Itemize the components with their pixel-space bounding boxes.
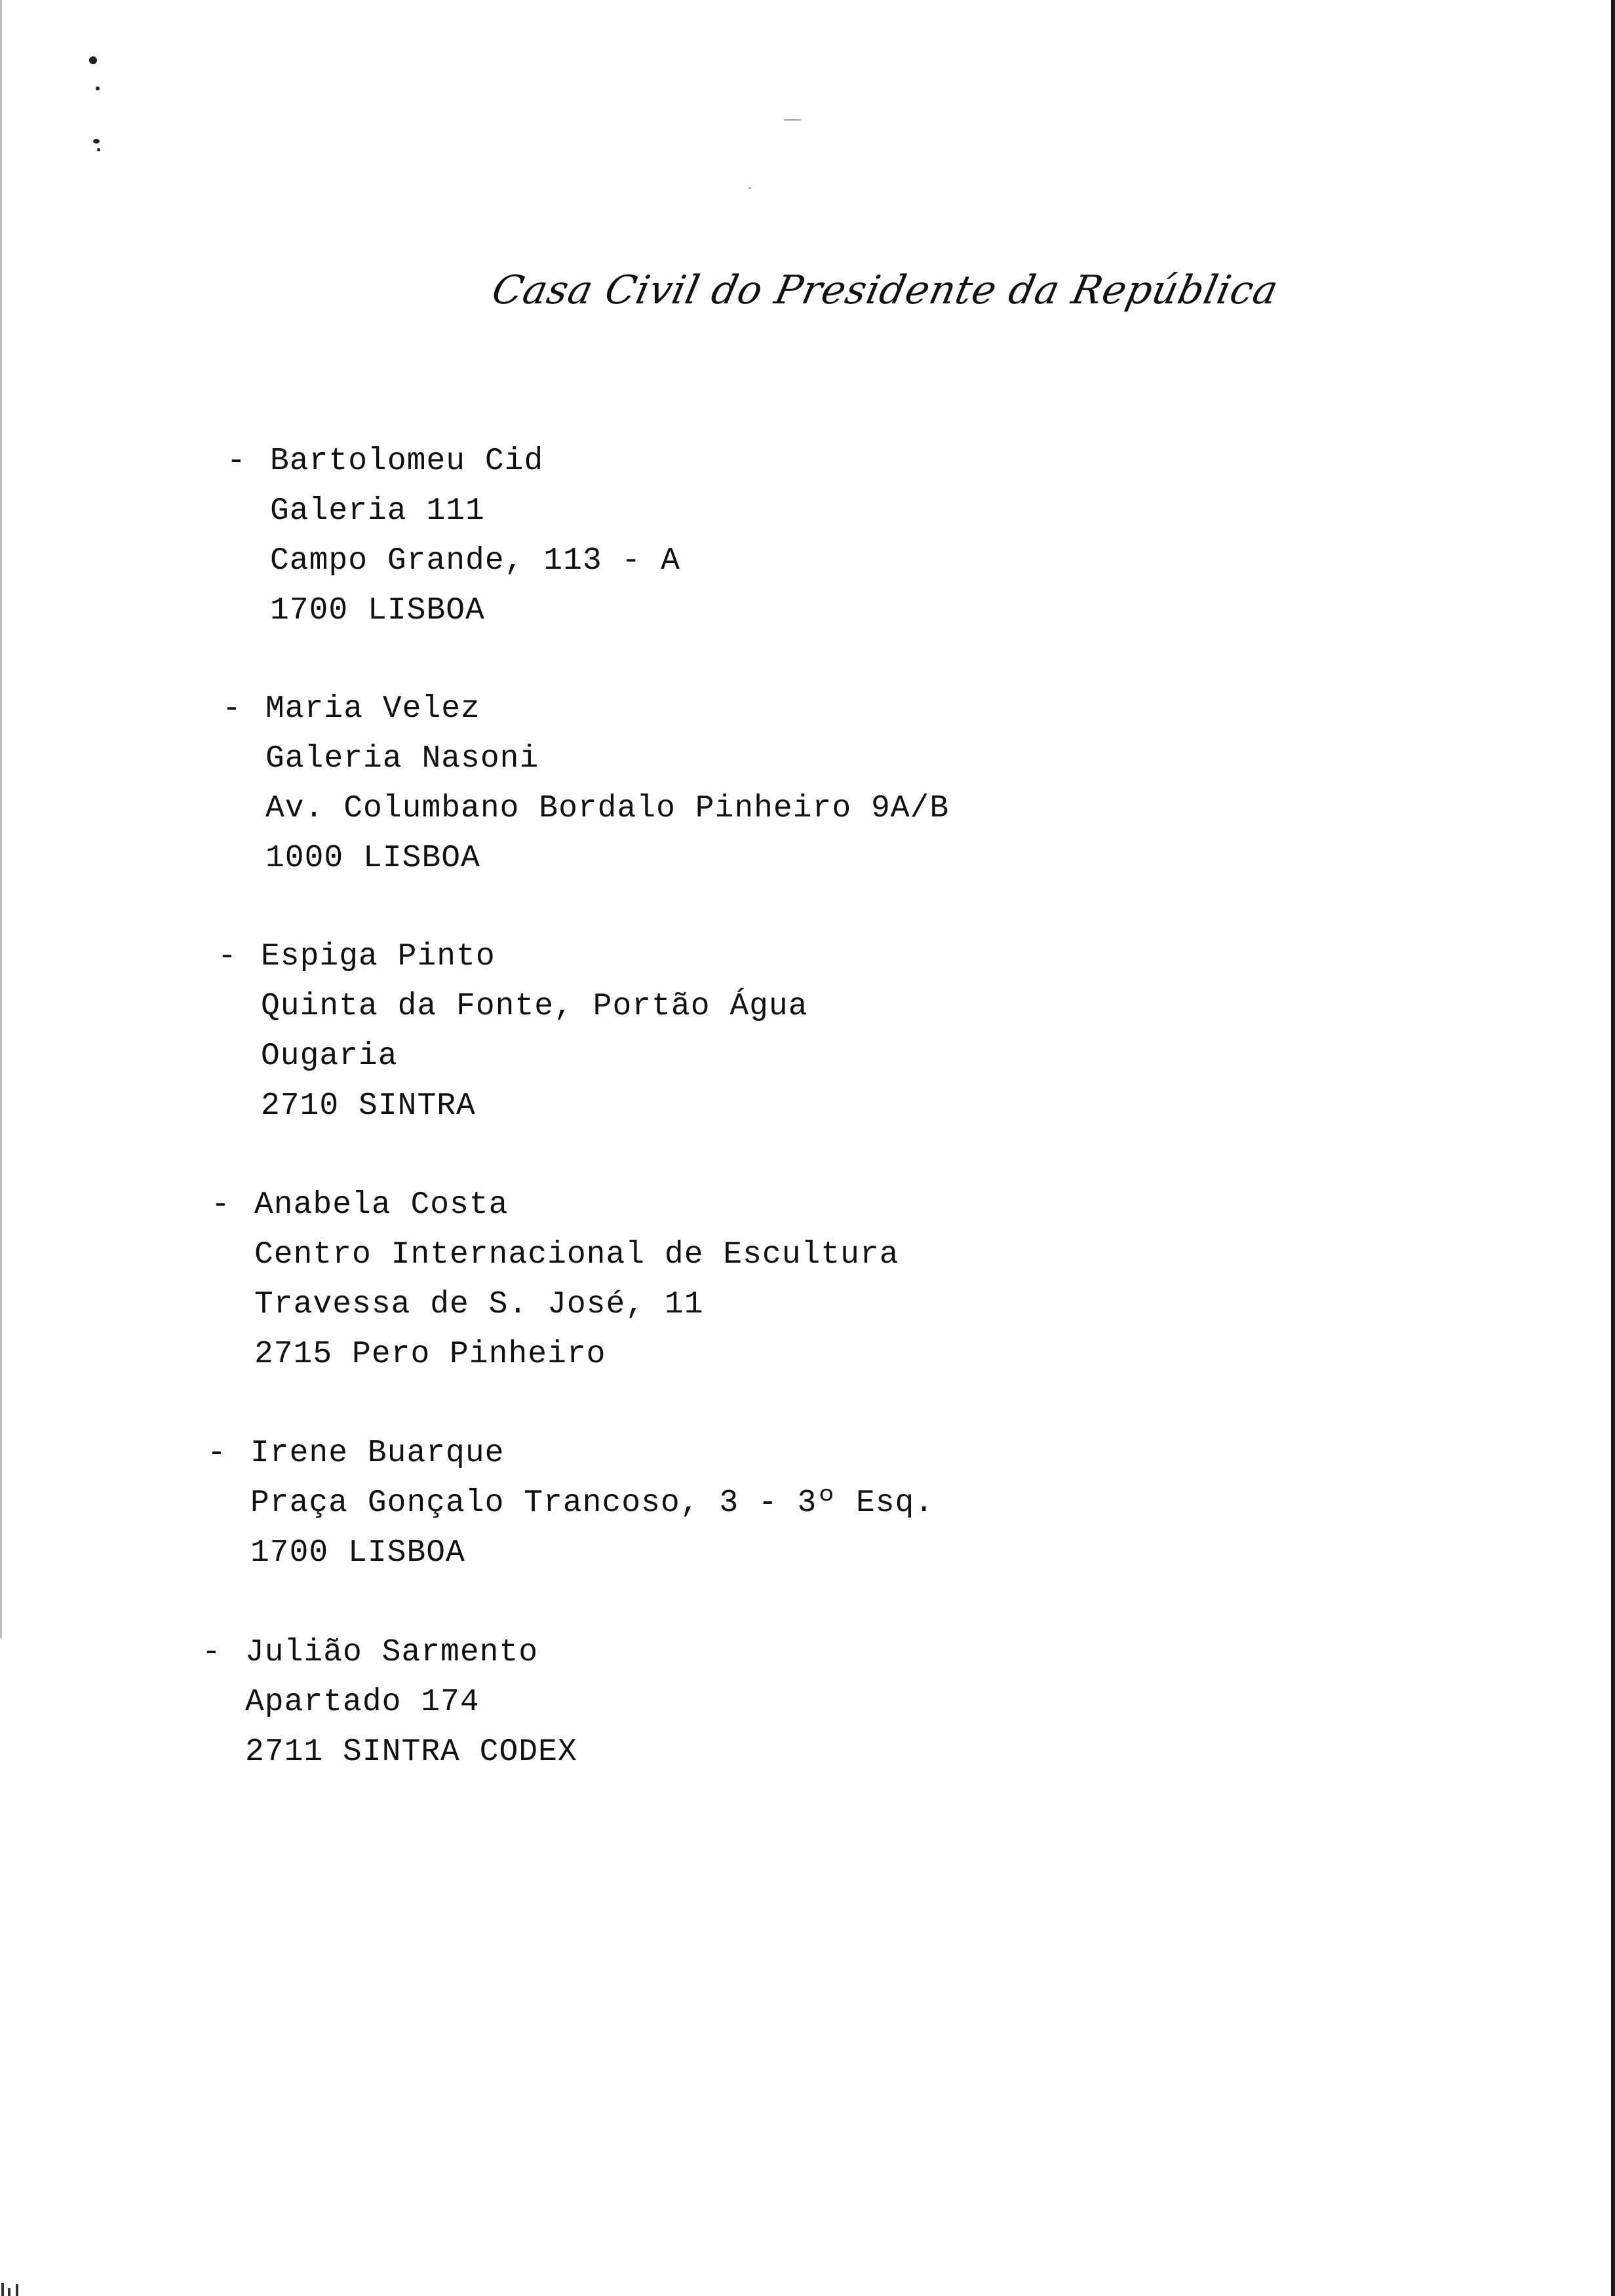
- scan-corner-marks: [1, 2282, 28, 2296]
- address-line: Campo Grande, 113 - A: [270, 543, 680, 579]
- contact-name: Irene Buarque: [250, 1436, 505, 1471]
- address-line: Galeria Nasoni: [265, 741, 539, 776]
- contact-name: Maria Velez: [265, 691, 480, 727]
- list-dash: -: [202, 1635, 221, 1670]
- letterhead: Casa Civil do Presidente da República: [488, 267, 1283, 313]
- postal-line: 1000 LISBOA: [265, 841, 480, 876]
- address-line: Av. Columbano Bordalo Pinheiro 9A/B: [265, 791, 950, 826]
- postal-line: 2711 SINTRA CODEX: [245, 1734, 577, 1770]
- contact-name: Espiga Pinto: [261, 939, 496, 974]
- scan-speck: [96, 86, 100, 90]
- postal-line: 1700 LISBOA: [250, 1535, 465, 1571]
- scan-left-edge: [0, 0, 2, 1638]
- address-entry: [211, 1187, 899, 1388]
- scan-speck: [97, 148, 100, 151]
- address-entry: [222, 691, 950, 892]
- address-line: Ougaria: [261, 1039, 398, 1074]
- scan-mark: [749, 187, 751, 189]
- address-entry: [207, 1436, 935, 1587]
- list-dash: -: [207, 1436, 226, 1471]
- address-line: Galeria 111: [270, 493, 485, 529]
- contact-name: Anabela Costa: [254, 1187, 509, 1223]
- postal-line: 1700 LISBOA: [270, 593, 485, 628]
- scan-speck: [93, 139, 100, 144]
- postal-line: 2710 SINTRA: [261, 1088, 476, 1124]
- address-line: Apartado 174: [245, 1685, 480, 1720]
- contact-name: Bartolomeu Cid: [270, 444, 544, 479]
- address-entry: [227, 444, 680, 645]
- address-entry: [218, 939, 808, 1140]
- contact-name: Julião Sarmento: [245, 1635, 539, 1670]
- address-line: Centro Internacional de Escultura: [254, 1237, 899, 1272]
- list-dash: -: [222, 691, 241, 727]
- scan-mark: [784, 119, 801, 121]
- list-dash: -: [211, 1187, 230, 1223]
- scan-edge-shadow: [1611, 0, 1615, 2296]
- address-entry: [202, 1635, 577, 1786]
- scan-speck: [89, 56, 97, 64]
- list-dash: -: [227, 444, 246, 479]
- postal-line: 2715 Pero Pinheiro: [254, 1337, 606, 1372]
- address-line: Quinta da Fonte, Portão Água: [261, 989, 808, 1024]
- address-line: Praça Gonçalo Trancoso, 3 - 3º Esq.: [250, 1485, 935, 1521]
- list-dash: -: [218, 939, 237, 974]
- address-line: Travessa de S. José, 11: [254, 1287, 704, 1322]
